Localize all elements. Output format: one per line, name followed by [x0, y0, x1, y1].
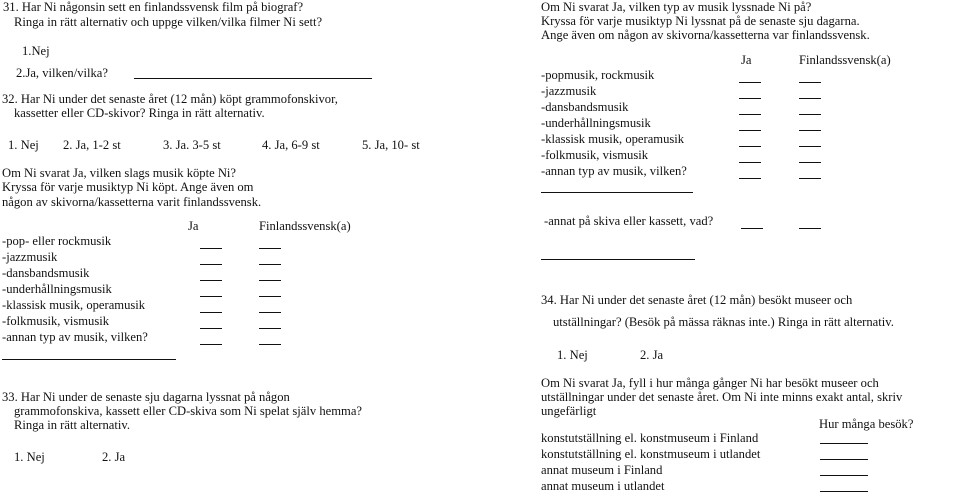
- listen-fin-checkbox-line[interactable]: [799, 82, 821, 83]
- listen-genre-row: -underhållningsmusik: [541, 116, 651, 130]
- listen-ja-checkbox-line[interactable]: [739, 146, 761, 147]
- right-column: [480, 0, 960, 495]
- q31-option-no[interactable]: 1.Nej: [22, 44, 50, 58]
- q32-ja-checkbox-line[interactable]: [200, 280, 222, 281]
- q31-option-yes[interactable]: 2.Ja, vilken/vilka?: [16, 66, 108, 80]
- q31-line2: Ringa in rätt alternativ och uppge vilken/vilka filmer Ni sett?: [14, 15, 323, 29]
- museum-row: konstutställning el. konstmuseum i Finland: [541, 431, 759, 445]
- q32-ja-checkbox-line[interactable]: [200, 344, 222, 345]
- other-record-label: -annat på skiva eller kassett, vad?: [544, 214, 714, 228]
- listen-ja-checkbox-line[interactable]: [739, 178, 761, 179]
- listen-genre-row: -dansbandsmusik: [541, 100, 629, 114]
- q32-option-5[interactable]: 5. Ja, 10- st: [362, 138, 420, 152]
- listen-col-finlandssvensk: Finlandssvensk(a): [799, 53, 891, 67]
- museum-count-line[interactable]: [820, 475, 868, 476]
- q32-genre-row: -jazzmusik: [2, 250, 58, 264]
- q34-follow3: ungefärligt: [541, 404, 597, 418]
- q32-option-4[interactable]: 4. Ja, 6-9 st: [262, 138, 320, 152]
- q32-genre-row: -dansbandsmusik: [2, 266, 90, 280]
- q32-fin-checkbox-line[interactable]: [259, 280, 281, 281]
- listen-fin-checkbox-line[interactable]: [799, 162, 821, 163]
- q32-option-3[interactable]: 3. Ja. 3-5 st: [163, 138, 221, 152]
- listen-fin-checkbox-line[interactable]: [799, 114, 821, 115]
- q34-follow1: Om Ni svarat Ja, fyll i hur många gånger Ni har besökt museer och: [541, 376, 879, 390]
- listen-ja-checkbox-line[interactable]: [739, 82, 761, 83]
- q32-genre-row: -annan typ av musik, vilken?: [2, 330, 148, 344]
- q32-option-2[interactable]: 2. Ja, 1-2 st: [63, 138, 121, 152]
- listen-fin-checkbox-line[interactable]: [799, 146, 821, 147]
- museum-count-line[interactable]: [820, 491, 868, 492]
- listen-other-music-answer-line[interactable]: [541, 192, 693, 193]
- other-record-answer-line[interactable]: [541, 259, 695, 260]
- q32-ja-checkbox-line[interactable]: [200, 264, 222, 265]
- listen-genre-row: -klassisk musik, operamusik: [541, 132, 685, 146]
- museum-count-line[interactable]: [820, 443, 868, 444]
- museum-row: annat museum i utlandet: [541, 479, 665, 493]
- q34-follow2: utställningar under det senaste året. Om Ni inte minns exakt antal, skriv: [541, 390, 903, 404]
- q32-genre-row: -underhållningsmusik: [2, 282, 112, 296]
- listen-genre-row: -folkmusik, vismusik: [541, 148, 649, 162]
- q32-col-ja: Ja: [188, 219, 199, 233]
- q33-line3: Ringa in rätt alternativ.: [14, 418, 130, 432]
- q32-genre-row: -folkmusik, vismusik: [2, 314, 110, 328]
- q32-ja-checkbox-line[interactable]: [200, 248, 222, 249]
- listen-intro2: Kryssa för varje musiktyp Ni lyssnat på de senaste sju dagarna.: [541, 14, 860, 28]
- q32-line2: kassetter eller CD-skivor? Ringa in rätt alternativ.: [14, 106, 265, 120]
- q33-line2: grammofonskiva, kassett eller CD-skiva som Ni spelat själv hemma?: [14, 404, 363, 418]
- q32-genre-row: -pop- eller rockmusik: [2, 234, 112, 248]
- q34-option-yes[interactable]: 2. Ja: [640, 348, 664, 362]
- q32-follow1: Om Ni svarat Ja, vilken slags musik köpte Ni?: [2, 166, 236, 180]
- museum-row: konstutställning el. konstmuseum i utlandet: [541, 447, 761, 461]
- q32-fin-checkbox-line[interactable]: [259, 248, 281, 249]
- q34-count-header: Hur många besök?: [819, 417, 914, 431]
- listen-fin-checkbox-line[interactable]: [799, 178, 821, 179]
- other-record-ja-line[interactable]: [741, 228, 763, 229]
- listen-genre-row: -popmusik, rockmusik: [541, 68, 655, 82]
- listen-fin-checkbox-line[interactable]: [799, 130, 821, 131]
- listen-ja-checkbox-line[interactable]: [739, 98, 761, 99]
- listen-ja-checkbox-line[interactable]: [739, 130, 761, 131]
- listen-intro3: Ange även om någon av skivorna/kassetterna var finlandssvensk.: [541, 28, 870, 42]
- q34-line1: 34. Har Ni under det senaste året (12 mån) besökt museer och: [541, 293, 853, 307]
- q32-col-finlandssvensk: Finlandssvensk(a): [259, 219, 351, 233]
- q32-fin-checkbox-line[interactable]: [259, 344, 281, 345]
- q32-fin-checkbox-line[interactable]: [259, 328, 281, 329]
- listen-genre-row: -jazzmusik: [541, 84, 597, 98]
- q31-film-answer-line[interactable]: [134, 78, 372, 79]
- other-record-fin-line[interactable]: [799, 228, 821, 229]
- q33-option-no[interactable]: 1. Nej: [14, 450, 45, 464]
- q32-ja-checkbox-line[interactable]: [200, 296, 222, 297]
- q32-fin-checkbox-line[interactable]: [259, 264, 281, 265]
- q34-option-no[interactable]: 1. Nej: [557, 348, 588, 362]
- q32-fin-checkbox-line[interactable]: [259, 312, 281, 313]
- q32-genre-row: -klassisk musik, operamusik: [2, 298, 146, 312]
- museum-count-line[interactable]: [820, 459, 868, 460]
- listen-fin-checkbox-line[interactable]: [799, 98, 821, 99]
- listen-intro1: Om Ni svarat Ja, vilken typ av musik lyssnade Ni på?: [541, 0, 812, 14]
- q32-ja-checkbox-line[interactable]: [200, 312, 222, 313]
- q32-fin-checkbox-line[interactable]: [259, 296, 281, 297]
- listen-ja-checkbox-line[interactable]: [739, 162, 761, 163]
- museum-row: annat museum i Finland: [541, 463, 663, 477]
- q32-ja-checkbox-line[interactable]: [200, 328, 222, 329]
- listen-genre-row: -annan typ av musik, vilken?: [541, 164, 687, 178]
- listen-col-ja: Ja: [741, 53, 752, 67]
- q32-option-1[interactable]: 1. Nej: [8, 138, 39, 152]
- q32-follow2: Kryssa för varje musiktyp Ni köpt. Ange även om: [2, 180, 254, 194]
- q32-line1: 32. Har Ni under det senaste året (12 mån) köpt grammofonskivor,: [2, 92, 338, 106]
- q33-option-yes[interactable]: 2. Ja: [102, 450, 126, 464]
- q31-line1: 31. Har Ni någonsin sett en finlandssvensk film på biograf?: [3, 0, 304, 14]
- q32-other-music-answer-line[interactable]: [2, 359, 176, 360]
- q32-follow3: någon av skivorna/kassetterna varit finlandssvensk.: [2, 195, 262, 209]
- q34-line2: utställningar? (Besök på mässa räknas inte.) Ringa in rätt alternativ.: [553, 315, 894, 329]
- q33-line1: 33. Har Ni under de senaste sju dagarna lyssnat på någon: [2, 390, 290, 404]
- listen-ja-checkbox-line[interactable]: [739, 114, 761, 115]
